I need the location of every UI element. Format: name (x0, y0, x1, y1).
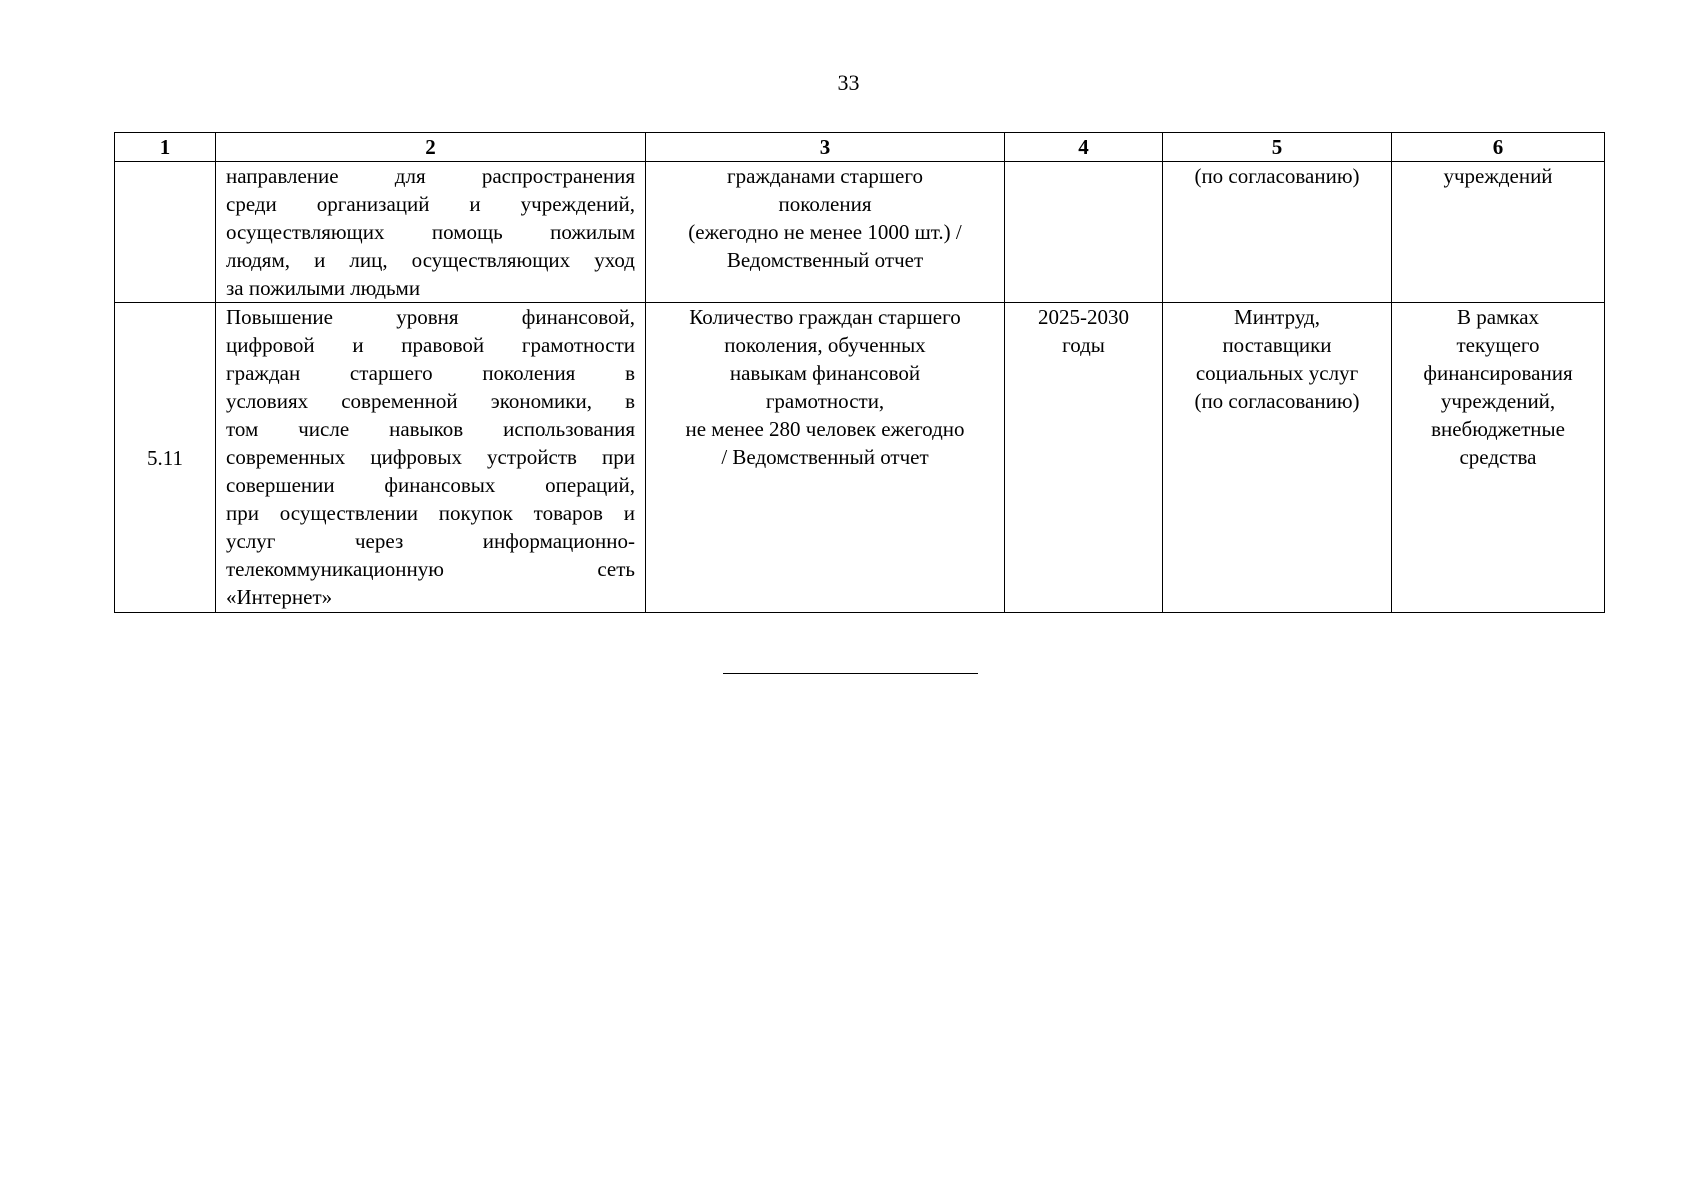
cell-line: людям, и лиц, осуществляющих уход (226, 248, 635, 272)
indicator-cell (646, 303, 1005, 613)
cell-line: Ведомственный отчет (726, 248, 924, 272)
table-row (115, 303, 1605, 613)
cell-line: финансирования (1423, 361, 1573, 385)
indicator-cell (646, 162, 1005, 303)
measures-table (114, 132, 1605, 613)
page-number: 33 (837, 70, 860, 95)
header-col-1: 1 (115, 133, 216, 162)
cell-line: (ежегодно не менее 1000 шт.) / (688, 220, 962, 244)
cell-line: среди организаций и учреждений, (226, 192, 635, 216)
table-header-row (115, 133, 1605, 162)
end-of-document-rule (723, 673, 978, 674)
cell-line: цифровой и правовой грамотности (226, 333, 635, 357)
cell-line: (по согласованию) (1194, 389, 1360, 413)
header-col-6: 6 (1392, 133, 1605, 162)
cell-line: осуществляющих помощь пожилым (226, 220, 635, 244)
cell-line: социальных услуг (1195, 361, 1359, 385)
cell-line: Минтруд, (1234, 305, 1320, 329)
header-col-3: 3 (646, 133, 1005, 162)
row-number-cell: 5.11 (115, 303, 216, 613)
cell-line: услуг через информационно- (226, 529, 635, 553)
cell-line: граждан старшего поколения в (226, 361, 635, 385)
period-cell (1005, 162, 1163, 303)
cell-line: 2025-2030 (1038, 305, 1129, 329)
cell-line: гражданами старшего (727, 164, 923, 188)
cell-line: внебюджетные (1431, 417, 1565, 441)
cell-line: поколения, обученных (724, 333, 926, 357)
cell-line: при осуществлении покупок товаров и (226, 501, 635, 525)
cell-line: грамотности, (765, 389, 885, 413)
header-col-5: 5 (1163, 133, 1392, 162)
funding-cell (1392, 162, 1605, 303)
table-row (115, 162, 1605, 303)
cell-line: учреждений (1443, 164, 1553, 188)
cell-line: текущего (1456, 333, 1540, 357)
cell-line: условиях современной экономики, в (226, 389, 635, 413)
cell-line: за пожилыми людьми (226, 276, 421, 300)
row-number-cell (115, 162, 216, 303)
cell-line: телекоммуникационную сеть (226, 557, 635, 581)
funding-cell (1392, 303, 1605, 613)
cell-line: навыкам финансовой (729, 361, 921, 385)
measure-description-cell (216, 162, 646, 303)
cell-line: направление для распространения (226, 164, 635, 188)
responsible-cell (1163, 303, 1392, 613)
cell-line: средства (1459, 445, 1537, 469)
cell-line: / Ведомственный отчет (721, 445, 929, 469)
cell-line: поколения (778, 192, 872, 216)
cell-line: «Интернет» (226, 585, 333, 609)
cell-line: совершении финансовых операций, (226, 473, 635, 497)
cell-line: (по согласованию) (1194, 164, 1360, 188)
header-col-4: 4 (1005, 133, 1163, 162)
measure-description-cell (216, 303, 646, 613)
cell-line: современных цифровых устройств при (226, 445, 635, 469)
cell-line: годы (1062, 333, 1105, 357)
period-cell (1005, 303, 1163, 613)
responsible-cell (1163, 162, 1392, 303)
cell-line: В рамках (1456, 305, 1540, 329)
header-col-2: 2 (216, 133, 646, 162)
cell-line: Количество граждан старшего (689, 305, 961, 329)
cell-line: том числе навыков использования (226, 417, 635, 441)
cell-line: Повышение уровня финансовой, (226, 305, 635, 329)
cell-line: учреждений, (1440, 389, 1556, 413)
cell-line: поставщики (1222, 333, 1332, 357)
cell-line: не менее 280 человек ежегодно (685, 417, 965, 441)
